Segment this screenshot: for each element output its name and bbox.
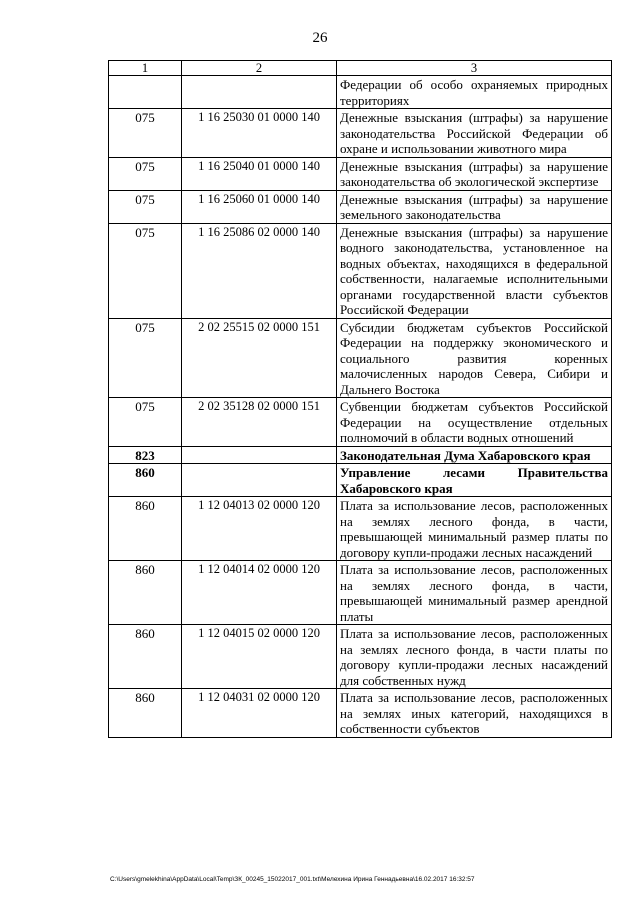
revenue-name-cell: Плата за использование лесов, расположенных на землях лесного фонда, в части, превышающей минимальный размер арендной платы <box>337 561 612 625</box>
admin-code-cell: 075 <box>109 318 182 398</box>
revenue-name-cell: Плата за использование лесов, расположенных на землях иных категорий, находящихся в собственности субъектов <box>337 689 612 738</box>
revenue-name-cell: Денежные взыскания (штрафы) за нарушение законодательства Российской Федерации об охране и использовании животного мира <box>337 109 612 158</box>
budget-code-cell <box>182 76 337 109</box>
admin-code-cell: 860 <box>109 497 182 561</box>
revenue-name-cell: Федерации об особо охраняемых природных территориях <box>337 76 612 109</box>
table-row <box>109 464 612 497</box>
admin-code-cell: 075 <box>109 190 182 223</box>
table-row <box>109 446 612 464</box>
table-row <box>109 625 612 689</box>
admin-code-cell <box>109 76 182 109</box>
column-header-2: 2 <box>182 61 337 76</box>
budget-code-cell <box>182 464 337 497</box>
column-header-1: 1 <box>109 61 182 76</box>
column-header-3: 3 <box>337 61 612 76</box>
admin-code-cell: 860 <box>109 689 182 738</box>
table-row <box>109 497 612 561</box>
table-row <box>109 561 612 625</box>
table-body <box>109 76 612 738</box>
revenue-name-cell: Законодательная Дума Хабаровского края <box>337 446 612 464</box>
revenue-name-cell: Плата за использование лесов, расположенных на землях лесного фонда, в части платы по договору купли-продажи лесных насаждений для собственных нужд <box>337 625 612 689</box>
budget-code-cell: 2 02 25515 02 0000 151 <box>182 318 337 398</box>
budget-code-cell: 1 16 25086 02 0000 140 <box>182 223 337 318</box>
admin-code-cell: 075 <box>109 223 182 318</box>
budget-code-cell: 1 12 04031 02 0000 120 <box>182 689 337 738</box>
table-row <box>109 223 612 318</box>
table-row <box>109 190 612 223</box>
admin-code-cell: 860 <box>109 625 182 689</box>
revenue-name-cell: Управление лесами Правительства Хабаровского края <box>337 464 612 497</box>
budget-code-cell: 1 12 04015 02 0000 120 <box>182 625 337 689</box>
budget-code-cell: 1 16 25060 01 0000 140 <box>182 190 337 223</box>
budget-code-cell: 1 12 04014 02 0000 120 <box>182 561 337 625</box>
file-path-footer: C:\Users\gmelekhina\AppData\Local\Temp\ЗК_00245_15022017_001.txt\Мелехина Ирина Геннадьевна\16.02.2017 16:32:57 <box>110 876 475 883</box>
budget-code-cell: 1 16 25030 01 0000 140 <box>182 109 337 158</box>
budget-code-cell: 1 16 25040 01 0000 140 <box>182 157 337 190</box>
page-number: 26 <box>312 30 328 46</box>
admin-code-cell: 075 <box>109 398 182 447</box>
budget-code-cell: 1 12 04013 02 0000 120 <box>182 497 337 561</box>
table-row <box>109 318 612 398</box>
revenue-name-cell: Денежные взыскания (штрафы) за нарушение земельного законодательства <box>337 190 612 223</box>
admin-code-cell: 860 <box>109 561 182 625</box>
table-row <box>109 76 612 109</box>
admin-code-cell: 823 <box>109 446 182 464</box>
budget-code-cell: 2 02 35128 02 0000 151 <box>182 398 337 447</box>
admin-code-cell: 075 <box>109 157 182 190</box>
table-row <box>109 157 612 190</box>
revenue-codes-table <box>108 60 612 738</box>
table-row <box>109 109 612 158</box>
table-row <box>109 689 612 738</box>
revenue-name-cell: Субвенции бюджетам субъектов Российской Федерации на осуществление отдельных полномочий в области водных отношений <box>337 398 612 447</box>
admin-code-cell: 860 <box>109 464 182 497</box>
admin-code-cell: 075 <box>109 109 182 158</box>
budget-code-cell <box>182 446 337 464</box>
revenue-name-cell: Денежные взыскания (штрафы) за нарушение водного законодательства, установленное на водных объектах, находящихся в федеральной собственности, налагаемые исполнительными органами государственной власти субъектов Российской Федерации <box>337 223 612 318</box>
revenue-name-cell: Денежные взыскания (штрафы) за нарушение законодательства об экологической экспертизе <box>337 157 612 190</box>
table-header-row <box>109 61 612 76</box>
table-row <box>109 398 612 447</box>
revenue-name-cell: Плата за использование лесов, расположенных на землях лесного фонда, в части, превышающей минимальный размер платы по договору купли-продажи лесных насаждений <box>337 497 612 561</box>
revenue-name-cell: Субсидии бюджетам субъектов Российской Федерации на поддержку экономического и социального развития коренных малочисленных народов Севера, Сибири и Дальнего Востока <box>337 318 612 398</box>
